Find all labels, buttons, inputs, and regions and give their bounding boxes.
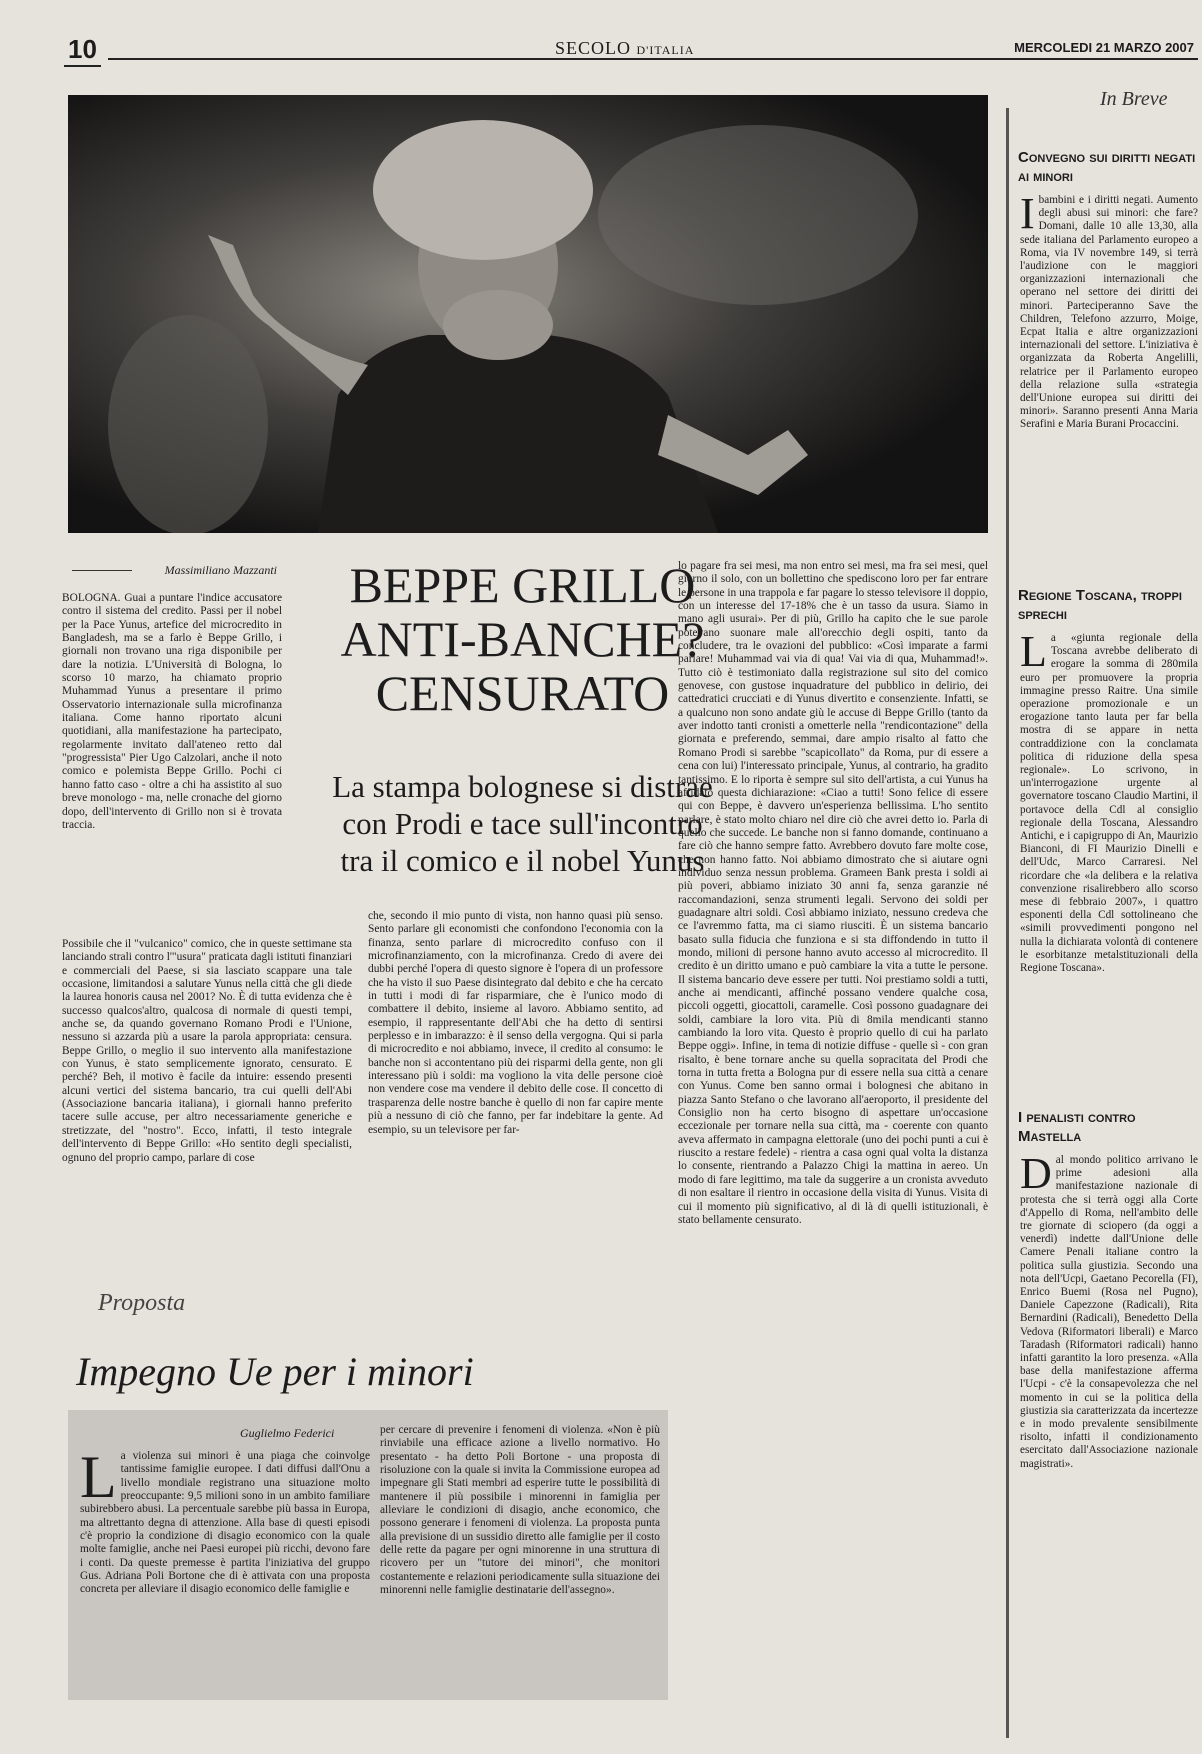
subhead-line: La stampa bolognese si distrae bbox=[332, 769, 713, 804]
brief-title: Regione Toscana, troppi sprechi bbox=[1018, 587, 1182, 623]
drop-cap: L bbox=[1020, 627, 1047, 676]
sidebar-in-breve bbox=[1008, 108, 1198, 1738]
brief-body bbox=[1020, 1149, 1198, 1471]
brief-item bbox=[1008, 1108, 1198, 1738]
brief-body bbox=[1020, 189, 1198, 432]
photo-illustration bbox=[68, 95, 988, 533]
drop-cap: I bbox=[1020, 189, 1035, 238]
page-number: 10 bbox=[64, 34, 101, 67]
newspaper-logo bbox=[555, 38, 694, 59]
drop-cap: L bbox=[80, 1450, 117, 1510]
drop-cap: D bbox=[1020, 1149, 1052, 1198]
headline-line: ANTI-BANCHE? bbox=[340, 611, 705, 667]
article-column-1-top: BOLOGNA. Guai a puntare l'indice accusatore contro il sistema del credito. Passi per il nobel per la Pace Yunus, artefice del microcredito in Bangladesh, ma se a farlo è Beppe Grillo, i giornali non trovano una riga disponibile per dare la notizia. L'Università di Bologna, lo scorso 10 marzo, ha chiamato proprio Muhammad Yunus a presentare il primo Osservatorio internazionale sulla microfinanza italiana. Come hanno riportato alcuni quotidiani, alla manifestazione ha partecipato, regolarmente invitato dall'ateneo retto dal "progressista" Pier Ugo Calzolari, anche il noto comico e polemista Beppe Grillo. Pochi ci hanno fatto caso - oltre a chi ha assistito al suo breve monologo - ma, nelle cronache del giorno dopo, dell'intervento di Grillo non si è trovata traccia. bbox=[62, 592, 282, 831]
proposta-byline: Guglielmo Federici bbox=[240, 1426, 335, 1440]
proposta-column-1 bbox=[80, 1450, 370, 1688]
article-byline: Massimiliano Mazzanti bbox=[72, 563, 277, 578]
article-column-3: lo pagare fra sei mesi, ma non entro sei mesi, ma fra sei mesi, quel giorno il solo, con un bollettino che spediscono loro per far entrare le persone in una trappola e far pagare lo stesso televisore il doppio, con un interesse del 17-18% che è un tasso da usura. Siamo in mano agli usurai». Per di più, Grillo ha capito che le sue parole potevano suonare male all'orecchio degli ospiti, tanto da concludere, tra le ovazioni del pubblico: «Così imparate a farmi parlare! Muhammad vai via di qua! Vai via di qua, Muhammad!». Tutto ciò è testimoniato dalla registrazione sul sito del comico genovese, con gustose inquadrature del pubblico in delirio, dei cattedratici crucciati e di Yunus divertito e consenziente. Infatti, se a qualcuno non sono andate giù le accuse di Beppe Grillo (tanto da aver indotto tanti cronisti a ometterle nella "rendicontazione" della giornata e preferendo, semmai, dare ampio risalto al fatto che Romano Prodi si sarebbe "scapicollato" da Roma, pur di essere a cena con lui) l'interessato principale, Yunus, al contrario, ha gradito tantissimo. E lo riporta è sempre sul sito dell'artista, a cui Yunus ha affidato questa dichiarazione: «Ciao a tutti! Sono felice di essere qui con Beppe, è davvero un'esperienza bellissima. L'ho sentito parlare, è stato molto chiaro nel dire ciò che avrei detto io. Parla di quello che succede. Le banche non si fanno domande, continuano a fare ciò che hanno sempre fatto. Avrebbero dovuto fare molte cose, che non hanno fatto. Noi abbiamo dimostrato che si aiutare ogni individuo senza nessun problema. Grameen Bank presta i soldi ai più poveri, abbiamo iniziato 30 anni fa, senza garanzie né raccomandazioni, senza strumenti legali. Servono dei soldi per guadagnare altri soldi. Così abbiamo iniziato, nessuno credeva che ce l'avremmo fatta, ma ci siamo riusciti. È un sistema bancario basato sulla fiducia che funziona e si sta diffondendo in tutto il mondo, milioni di persone hanno avuto accesso al microcredito. Il credito è un diritto umano e può cambiare la vita a tutte le persone. Il sistema bancario deve essere per tutti. Noi prestiamo soldi a tutti, anche ai mendicanti, affinché possano vendere qualche cosa, piccoli oggetti, giocattoli, caramelle. Così possono guadagnare dei soldi, cambiare la loro vita. Più di 8mila mendicanti stanno cambiando la loro vita. Questo è proprio quello di cui ha parlato Beppe oggi». Infine, in tema di notizie diffuse - quelle sì - con gran risalto, è bene tornare anche su quella sopracitata del Prodi che torna in tutta fretta a Bologna pur di essere nella sua città a cenare con Yunus. Come ben sanno ormai i bolognesi che abitano in piazza Santo Stefano o che lavorano all'aeroporto, il presidente del Consiglio non ha certo bisogno di aspettare un'occasione eccezionale per tornare nella sua città, ma - coerente con quanto aveva affermato in campagna elettorale (uno dei pochi punti a cui è riuscito a restare fedele) - rientra a casa ogni qual volta la distanza lo consente, rientrando a Palazzo Chigi la mattina in aereo. Un modo di fare legittimo, ma tale da suggerire a un cronista avveduto di non esaltare il rientro in occasione della visita di Yunus. Visita di cui il momento più significativo, al di là di quelli istituzionali, è stato bellamente censurato. bbox=[678, 560, 988, 1226]
brief-text: a «giunta regionale della Toscana avrebbe deliberato di erogare la somma di 280mila euro per promuovere la propria immagine presso Raitre. Una simile operazione promozionale e un erogazione tanto lauta per far bella mostra di se appare in netta contraddizione con la conclamata politica di riduzione della spesa regionale». Lo scrivono, in un'interrogazione urgente al governatore toscano Claudio Martini, il portavoce della Cdl al consiglio regionale della Toscana, Alessandro Antichi, e i capigruppo di An, Maurizio Bianconi, di FI Maurizio Dinelli e dell'Udc, Marco Carraresi. Nel ricordare che «la delibera e la relativa convenzione risalirebbero allo scorso mese di febbraio 2007», i quattro esponenti della Cdl sottolineano che «simili provvedimenti pongono nel nulla la dichiarata volontà di contenere le esorbitanze metalstituzionali della Regione Toscana». bbox=[1020, 632, 1198, 975]
proposta-column-2: per cercare di prevenire i fenomeni di violenza. «Non è più rinviabile una efficace azione a livello normativo. Ho presentato - ha detto Poli Bortone - una proposta di risoluzione con la quale si invita la Commissione europea ad impegnare gli Stati membri ad esperire tutte le possibilità di mantenere il più possibile i minorenni in famiglia per alleviare le condizioni di disagio, anche economico, che possono generare i fenomeni di violenza. La proposta punta alla previsione di un sussidio diretto alle famiglie per il costo delle rette da pagare per ogni minorenne in una struttura di ricovero per un "tutore dei minori", che monitori costantemente e relazioni periodicamente sulla situazione dei minorenni nelle famiglie destinatarie dell'assegno». bbox=[380, 1424, 660, 1597]
brief-title: Convegno sui diritti negati ai minori bbox=[1018, 149, 1196, 185]
logo-small-text: D'ITALIA bbox=[636, 43, 695, 57]
subhead-line: tra il comico e il nobel Yunus bbox=[340, 843, 705, 878]
article-photo bbox=[68, 95, 988, 533]
proposta-title: Impegno Ue per i minori bbox=[76, 1349, 474, 1394]
logo-text: SECOLO bbox=[555, 38, 632, 58]
proposta-text: a violenza sui minori è una piaga che coinvolge tantissime famiglie europee. I dati diffusi dall'Onu a livello mondiale registrano una situazione molto preoccupante: 9,5 milioni sono in un ambito familiare subirebbero abusi. La percentuale sarebbe più bassa in Europa, ma altrettanto degna di attenzione. Alla base di questi episodi c'è proprio la condizione di disagio economico con la quale molte famiglie, anche nei Paesi europei più ricchi, devono fare i conti. Da queste premesse è partita l'iniziativa del gruppo Gus. Adriana Poli Bortone che di è attivata con una proposta concreta per alleviare il disagio economico delle famiglie e bbox=[80, 1450, 370, 1596]
proposta-tag: Proposta bbox=[98, 1290, 186, 1316]
article-column-1-bottom: Possibile che il "vulcanico" comico, che in queste settimane sta lanciando strali contro l'"usura" praticata dagli istituti finanziari e commerciali del Paese, si sia lasciato scappare una tale occasione, limitandosi a salutare Yunus nella città che gli diede la laurea honoris causa nel 2001? No. È di tutta evidenza che è successo qualcos'altro, qualcosa di normale di questi tempi, anche se, da quando governano Romano Prodi e l'Unione, nessuno si azzarda più a usare la parola appropriata: censura. Beppe Grillo, o meglio il suo intervento alla manifestazione con Yunus, è stato semplicemente ignorato, censurato. E perché? Beh, il motivo è facile da intuire: essendo presenti alcuni vertici del sistema bancario, tra cui quelli dell'Abi (Associazione bancaria italiana), i giornali hanno preferito tacere sulle accuse, per altro necessariamente generiche e stretizzate, del "nostro". Ecco, infatti, il testo integrale dell'intervento di Beppe Grillo: «Ho sentito degli specialisti, ognuno del proprio campo, parlare di cose bbox=[62, 938, 352, 1164]
article-column-2: che, secondo il mio punto di vista, non hanno quasi più senso. Sento parlare gli economisti che confondono l'economia con la finanza, sento parlare di microcredito confuso con il microfinanziamento, con la microfinanza. Credo di avere dei dubbi perché l'opera di questo signore è l'opera di un professore che ha visto il suo Paese disintegrato dal debito e che ha cercato in tutti i modi di far risparmiare, che è l'unico modo di combattere il debito, insieme al lavoro. Abbiamo sentito, ad esempio, il rappresentante dell'Abi che ha detto di sentirsi perplesso e in imbarazzo: è il senso della vergogna. Qui si parla di microcredito e noi abbiamo, invece, il credito al consumo: le banche non si accontentano più dei risparmi della gente, non gli interessano più i soldi: ma vogliono la vita delle persone cioè non vendere cose ma vendere il debito delle cose. Il concetto di trasparenza delle nostre banche è quello di non far capire mente più a nessuno di ciò che fanno, per far indebitare la gente. Ad esempio, su un televisore per far- bbox=[368, 910, 663, 1136]
brief-title: I penalisti contro Mastella bbox=[1018, 1109, 1136, 1145]
headline-line: CENSURATO bbox=[375, 665, 670, 721]
brief-text: al mondo politico arrivano le prime adesioni alla manifestazione nazionale di protesta che si terrà oggi alla Corte d'Appello di Roma, nell'ambito delle tre giornate di sciopero (da oggi a venerdì) indette dall'Unione delle Camere Penali italiane contro la politica sulla giustizia. Secondo una nota dell'Ucpi, Gaetano Pecorella (FI), Enrico Buemi (Rosa nel Pugno), Daniele Capezzone (Radicali), Rita Bernardini (Radicali), Benedetto Della Vedova (Riformatori liberali) e Marco Taradash (Riformatori radicali) hanno infatti garantito la loro presenza. «Alla base della manifestazione afferma l'Ucpi - c'è la consapevolezza che nel momento in cui se la politica della giustizia sia caratterizzata da incertezze e in modo prevalente sensibilmente risolto, infatti il condizionamento esercitato dall'Associazione nazionale magistrati». bbox=[1020, 1154, 1198, 1470]
subhead-line: con Prodi e tace sull'incontro bbox=[342, 806, 703, 841]
sidebar-tag: In Breve bbox=[1100, 88, 1168, 110]
brief-body bbox=[1020, 627, 1198, 975]
issue-date: MERCOLEDI 21 MARZO 2007 bbox=[1014, 40, 1194, 55]
headline-line: BEPPE GRILLO bbox=[349, 557, 696, 613]
brief-text: bambini e i diritti negati. Aumento degli abusi sui minori: che fare? Domani, dalle 10 alle 13,30, alla sede italiana del Parlamento europeo a Roma, via IV novembre 149, si terrà l'audizione con le maggiori organizzazioni internazionali che operano nel settore dei diritti dei minori. Parteciperanno Save the Children, Telefono azzurro, Moige, Ecpat Italia e altre organizzazioni internazionali del settore. L'iniziativa è organizzata da Roberta Angelilli, relatrice per il Parlamento europeo della relazione sulla «strategia dell'Unione europea sui diritti dei minori». Saranno presenti Anna Maria Serafini e Maria Burani Procaccini. bbox=[1020, 194, 1198, 431]
brief-item bbox=[1008, 586, 1198, 1076]
